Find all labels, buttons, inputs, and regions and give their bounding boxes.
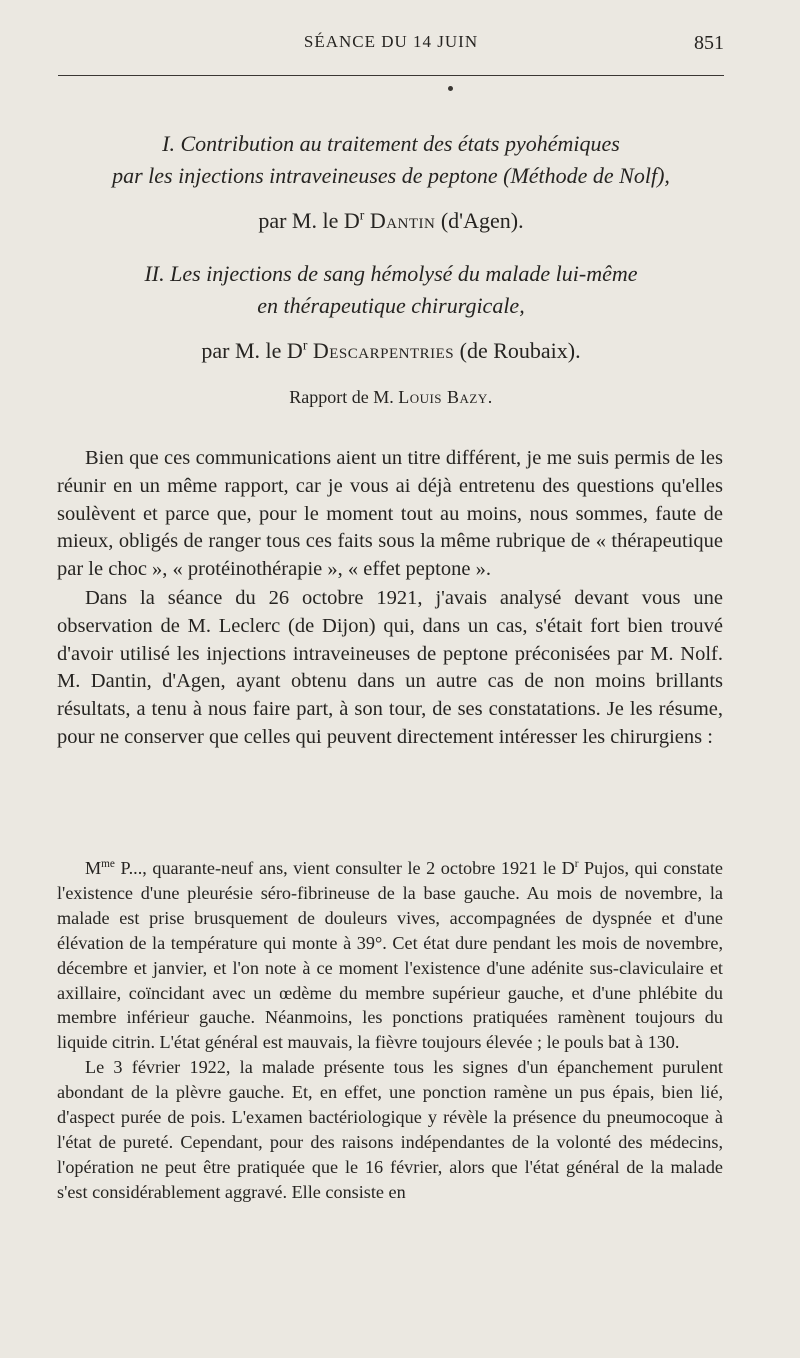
item2-author bbox=[58, 335, 724, 367]
case-paragraph-1 bbox=[57, 856, 723, 1055]
item1-title-line2: par les injections intraveineuses de peptone (Méthode de Nolf), bbox=[112, 163, 670, 188]
report-author: Louis Bazy. bbox=[398, 387, 493, 407]
item2-title-line2: en thérapeutique chirurgicale, bbox=[257, 293, 525, 318]
report-body bbox=[57, 445, 723, 752]
case-text-2: Pujos, qui constate l'existence d'une pleurésie séro-fibrineuse de la base gauche. Au mois de novembre, la malade est prise brusquement de douleurs vives, accompagnées de dyspnée et d'une élévation de la température qui monte à 39°. Cet état dure pendant les mois de novembre, décembre et janvier, et l'on note à ce moment l'existence d'une adénite sus-claviculaire et axillaire, coïncidant avec un œdème du membre supérieur gauche, et d'une phlébite du membre inférieur gauche. Néanmoins, les ponctions pratiquées ramènent toujours du liquide citrin. L'état général est mauvais, la fièvre toujours élevée ; le pouls bat à 130. bbox=[57, 858, 724, 1053]
item1-author-place: (d'Agen). bbox=[440, 208, 524, 233]
body-paragraph-1: Bien que ces communications aient un titre différent, je me suis permis de les réunir en un même rapport, car je vous ai déjà entretenu des questions qu'elles soulèvent et parce que, pour le moment tout au moins, nous sommes, faute de mieux, obligés de ranger tous ces faits sous la même rubrique de « thérapeutique par le choc », « protéinothérapie », « effet peptone ». bbox=[57, 447, 723, 581]
case-dr-prefix: D bbox=[561, 858, 575, 878]
header-dot bbox=[448, 86, 453, 91]
page-number: 851 bbox=[694, 32, 724, 54]
item2-author-place: (de Roubaix). bbox=[459, 338, 581, 363]
header-rule bbox=[58, 75, 724, 76]
case-text-1: P..., quarante-neuf ans, vient consulter le 2 octobre 1921 le bbox=[114, 858, 556, 878]
item1-title-line1: I. Contribution au traitement des états pyohémiques bbox=[162, 131, 620, 156]
case-patient-prefix: M bbox=[85, 858, 102, 878]
case-patient-sup: me bbox=[101, 857, 115, 870]
item2-title-line1: II. Les injections de sang hémolysé du malade lui-même bbox=[144, 261, 638, 286]
item1-author-name: Dantin bbox=[369, 208, 436, 233]
case-paragraph-2: Le 3 février 1922, la malade présente tous les signes d'un épanchement purulent abondant de la plèvre gauche. Et, en effet, une ponction ramène un pus épais, bien lié, d'aspect purée de pois. L'examen bactériologique y révèle la présence du pneumocoque à l'état de pureté. Cependant, pour des raisons indépendantes de la volonté des médecins, l'opération ne peut être pratiquée que le 16 février, alors que l'état général de la malade s'est considérablement aggravé. Elle consiste en bbox=[57, 1057, 723, 1202]
item2-title bbox=[58, 258, 724, 322]
item1-author-prefix: par M. le D bbox=[258, 208, 360, 233]
page-header bbox=[58, 32, 724, 62]
body-paragraph-2: Dans la séance du 26 octobre 1921, j'avais analysé devant vous une observation de M. Leclerc (de Dijon) qui, dans un cas, s'était fort bien trouvé d'avoir utilisé les injections intraveineuses de peptone préconisées par M. Nolf. M. Dantin, d'Agen, ayant obtenu dans un autre cas de non moins brillants résultats, a tenu à nous faire part, à son tour, de ses constatations. Je les résume, pour ne conserver que celles qui peuvent directement intéresser les chirurgiens : bbox=[57, 586, 723, 748]
running-title: SÉANCE DU 14 JUIN bbox=[303, 32, 479, 51]
report-prefix: Rapport de M. bbox=[289, 387, 394, 407]
item1-author bbox=[58, 205, 724, 237]
item1-author-sup: r bbox=[359, 207, 365, 223]
item2-author-sup: r bbox=[302, 337, 308, 353]
item2-author-name: Descarpentries bbox=[312, 338, 455, 363]
item2-author-prefix: par M. le D bbox=[201, 338, 303, 363]
item1-title bbox=[58, 128, 724, 192]
report-line bbox=[58, 383, 724, 411]
case-report bbox=[57, 856, 723, 1205]
case-dr-sup: r bbox=[574, 857, 579, 870]
